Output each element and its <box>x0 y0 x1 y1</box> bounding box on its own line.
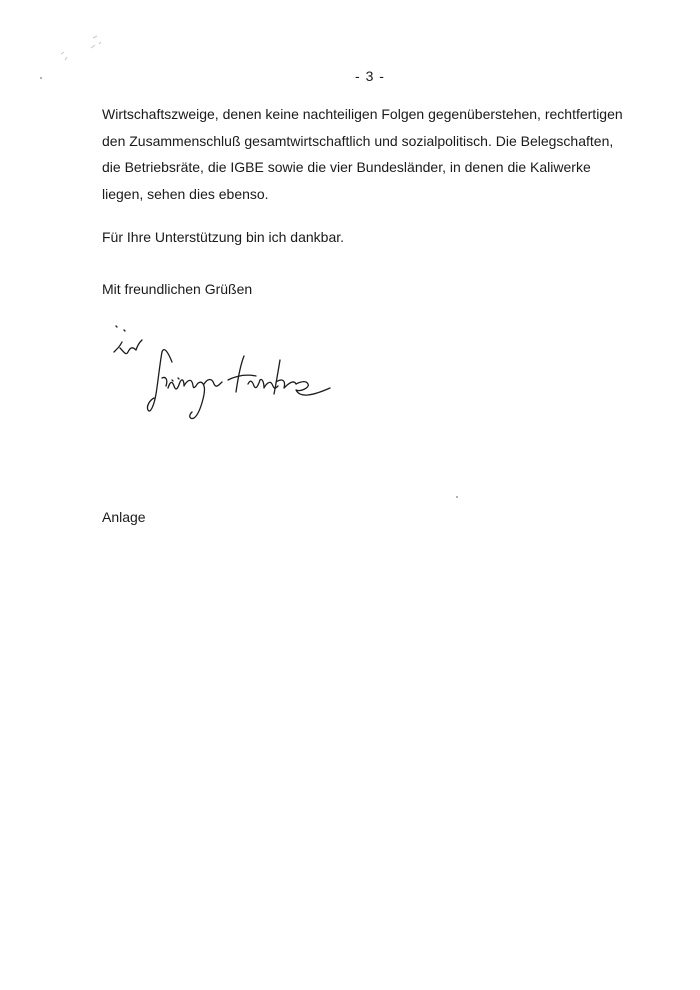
handwritten-signature <box>110 322 340 432</box>
thanks-line: Für Ihre Unterstützung bin ich dankbar. <box>102 229 345 245</box>
page-number: - 3 - <box>355 68 385 84</box>
scan-speck <box>456 496 458 498</box>
scan-speck <box>40 77 42 79</box>
body-line: liegen, sehen dies ebenso. <box>102 185 269 202</box>
body-line: Wirtschaftszweige, denen keine nachteiligen Folgen gegenüberstehen, rechtfertigen <box>102 106 623 122</box>
letter-body-paragraph <box>102 101 622 207</box>
scan-artifact <box>55 30 115 75</box>
body-line: den Zusammenschluß gesamtwirtschaftlich und sozialpolitisch. Die Belegschaften, <box>102 132 614 149</box>
closing-salutation: Mit freundlichen Grüßen <box>102 281 253 297</box>
body-line: die Betriebsräte, die IGBE sowie die vier Bundesländer, in denen die Kaliwerke <box>102 159 591 175</box>
enclosure-label: Anlage <box>102 509 146 525</box>
